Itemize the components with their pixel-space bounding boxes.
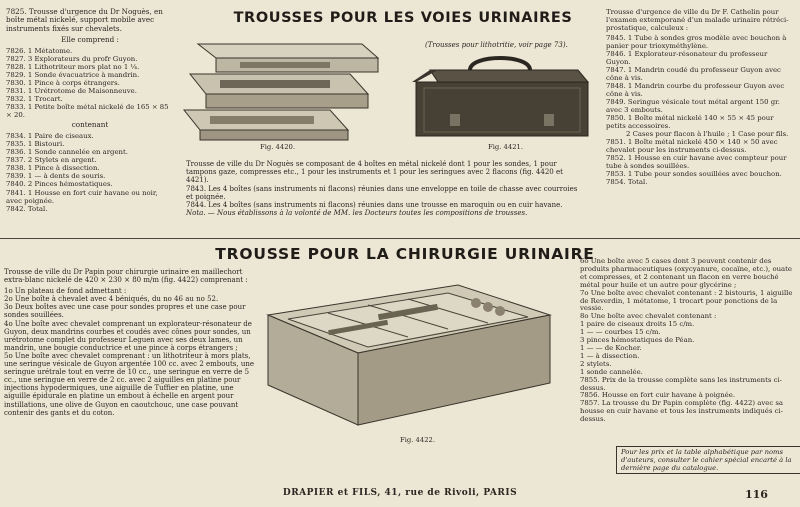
list-item: 5o Une boîte avec chevalet comprenant : un lithotriteur à mors plats, une seringue vésicale de Guyon argentée 100 cc. avec 2 embouts, une seringue urétrale tout en verre de 10 cc., une seringue en verre de 5 cc., une seringue en verre de 2 cc. avec 2 aiguilles en platine pour injections hypodermiques, une aiguille de Tuffier en platine, une aiguille épidurale en platine un embout à échelle en argent pour instillations, une olive de Guyon en caoutchouc, une case pouvant contenir des gants et du coton. — [4, 351, 254, 417]
list-item: 7828. 1 Lithotriteur mors plat no 1 ¼. — [6, 62, 140, 71]
list-item: 7842. Total. — [6, 204, 48, 213]
list-item: 7856. Housse en fort cuir havane à poignée. — [580, 391, 736, 400]
list-item: 7839. 1 — à dents de souris. — [6, 172, 106, 181]
list-item: 7851. 1 Boîte métal nickelé 450 × 140 × 50 avec chevalet pour les instruments ci-dessus. — [606, 138, 778, 154]
surgical-kit-illustration-4422 — [258, 275, 558, 431]
list-item: 1 paire de ciseaux droits 15 c/m. — [580, 320, 695, 329]
publisher-footer: DRAPIER et FILS, 41, rue de Rivoli, PARIS — [282, 488, 518, 498]
page-number: 116 — [745, 488, 768, 501]
list-item: 7846. 1 Explorateur-résonateur du professeur Guyon. — [606, 50, 768, 66]
figure-caption-4422: Fig. 4422. — [400, 436, 436, 444]
items-list-1 — [6, 47, 174, 120]
list-item: 7833. 1 Petite boîte métal nickelé de 165 × 85 × 20. — [6, 103, 169, 120]
list-item: 1 — à dissection. — [580, 351, 640, 360]
list-item: 7830. 1 Pince à corps étrangers. — [6, 79, 120, 87]
list-item: 4o Une boîte avec chevalet comprenant un explorateur-résonateur de Guyon, deux mandrins courbes et coudés avec cônes pour sondes, un urétrotome complet du professeur Leguen avec ses deux lames, un mandrin, une bougie conductrice et une pince à corps étrangers ; — [4, 319, 252, 352]
list-item: 1 — — de Kocher. — [580, 343, 642, 352]
list-item: 3o Deux boîtes avec une case pour sondes propres et une case pour sondes souillées. — [4, 303, 246, 320]
header-note: (Trousses pour lithotritie, voir page 73). — [425, 41, 568, 49]
list-item: 7848. 1 Mandrin courbe du professeur Guyon avec cône à vis. — [606, 82, 785, 98]
price-note-box: Pour les prix et la table alphabétique par noms d'auteurs, consulter le cahier spécial encarté à la dernière page du catalogue. — [616, 446, 800, 474]
list-item: 7827. 3 Explorateurs du profr Guyon. — [6, 54, 138, 63]
mid-text-block — [186, 160, 586, 217]
list-item: 7857. La trousse du Dr Papin complète (fig. 4422) avec sa housse en cuir havane et tous les instruments indiqués ci-dessus. — [580, 399, 784, 424]
list-item: 7853. 1 Tube pour sondes souillées avec bouchon. — [606, 170, 782, 178]
list-item: 7829. 1 Sonde évacuatrice à mandrin. — [6, 70, 140, 79]
contenant-label: contenant — [71, 120, 109, 130]
item-7844: 7844. Les 4 boîtes (sans instruments ni flacons) réunies dans une trousse en maroquin ou en cuir havane. — [186, 201, 563, 210]
list-item: 7838. 1 Pince à dissection. — [6, 164, 100, 173]
list-item: 8o Une boîte avec chevalet contenant : — [580, 312, 717, 321]
right-top-column — [606, 8, 794, 186]
list-item: 1 — — courbes 15 c/m. — [580, 328, 661, 337]
list-item: 2 stylets. — [580, 359, 612, 368]
list-item: 7847. 1 Mandrin coudé du professeur Guyon avec cône à vis. — [606, 66, 781, 82]
nogues-ville-paragraph: Trousse de ville du Dr Noguès se composant de 4 boîtes en métal nickelé dont 1 pour les sondes, 1 pour tampons gaze, compresses etc., 1 pour les instruments et 1 pour les seringues avec 2 flacons (fig. 4420 et 4421). — [186, 160, 563, 185]
list-item: 7o Une boîte avec chevalet contenant : 2 bistouris, 1 aiguille de Reverdin, 1 métatome, 1 trocart pour ponctions de la vessie. — [580, 288, 793, 313]
section-title-voies-urinaires: TROUSSES POUR LES VOIES URINAIRES — [233, 10, 573, 26]
list-item: 7836. 1 Sonde cannelée en argent. — [6, 148, 128, 157]
nota: Nota. — Nous établissons à la volonté de MM. les Docteurs toutes les compositions de trousses. — [186, 209, 528, 218]
instrument-case-illustration-4420 — [180, 36, 380, 142]
list-item: 7840. 2 Pinces hémostatiques. — [6, 180, 113, 189]
papin-title: Trousse de ville du Dr Papin pour chirurgie urinaire en maillechort extra-blanc nickelé de 420 × 230 × 80 m/m (fig. 4422) comprenant : — [4, 268, 248, 285]
list-item: 7852. 1 Housse en cuir havane avec compteur pour tube à sondes souillées. — [606, 154, 787, 170]
list-item: 1o Un plateau de fond admettant : — [4, 287, 127, 296]
nogues-title: 7825. Trousse d'urgence du Dr Noguès, en boîte métal nickelé, support mobile avec instruments fixés sur chevalets. — [6, 7, 163, 33]
list-item: 7832. 1 Trocart. — [6, 95, 63, 104]
list-item: 7834. 1 Paire de ciseaux. — [6, 131, 94, 140]
list-item: 6o Une boîte avec 5 cases dont 3 peuvent contenir des produits pharmaceutiques (oxycyanure, cocaïne, etc.), ouate et compresses, et 2 contenant un flacon en verre bouché métal pour huile et un autre pour glycérine ; — [580, 257, 792, 289]
list-item: 7837. 2 Stylets en argent. — [6, 156, 97, 165]
list-item: 1 sonde cannelée. — [580, 367, 643, 376]
item-7843: 7843. Les 4 boîtes (sans instruments ni flacons) réunies dans une enveloppe en toile de chasse avec courroies et poignée. — [186, 184, 578, 201]
list-item: 7845. 1 Tube à sondes gros modèle avec bouchon à panier pour trioxyméthylène. — [606, 34, 787, 50]
list-item: 7831. 1 Urétrotome de Maisonneuve. — [6, 87, 137, 96]
cathelin-title: Trousse d'urgence de ville du Dr F. Cathelin pour l'examen extemporané d'un malade urinaire rétréci-prostatique, calculeux : — [606, 8, 789, 32]
left-bottom-column — [4, 268, 254, 417]
list-item: 7841. 1 Housse en fort cuir havane ou noir, avec poignée. — [6, 188, 158, 205]
list-item: 7850. 1 Boîte métal nickelé 140 × 55 × 45 pour petits accessoires. — [606, 114, 774, 130]
left-top-column — [6, 8, 174, 213]
items-list-2 — [6, 132, 174, 213]
leather-case-illustration-4421 — [410, 52, 590, 144]
list-item: 3 pinces hémostatiques de Péan. — [580, 336, 695, 345]
list-item: 7849. Seringue vésicale tout métal argent 150 gr. avec 3 embouts. — [606, 98, 780, 114]
list-item: 7855. Prix de la trousse complète sans les instruments ci-dessus. — [580, 375, 783, 392]
right-bottom-column — [580, 258, 796, 424]
list-item: 2o Une boîte à chevalet avec 4 béniqués, du no 46 au no 52. — [4, 295, 219, 304]
comprend-label: Elle comprend : — [61, 35, 119, 45]
section-title-chirurgie-urinaire: TROUSSE POUR LA CHIRURGIE URINAIRE — [215, 245, 595, 263]
list-item: 7835. 1 Bistouri. — [6, 139, 65, 148]
list-item: 7854. Total. — [606, 178, 648, 186]
figure-caption-4421: Fig. 4421. — [488, 143, 524, 151]
list-item: 2 Cases pour flacon à l'huile ; 1 Case pour fils. — [626, 130, 789, 138]
divider — [0, 238, 800, 239]
list-item: 7826. 1 Métatome. — [6, 46, 73, 55]
figure-caption-4420: Fig. 4420. — [260, 143, 296, 151]
